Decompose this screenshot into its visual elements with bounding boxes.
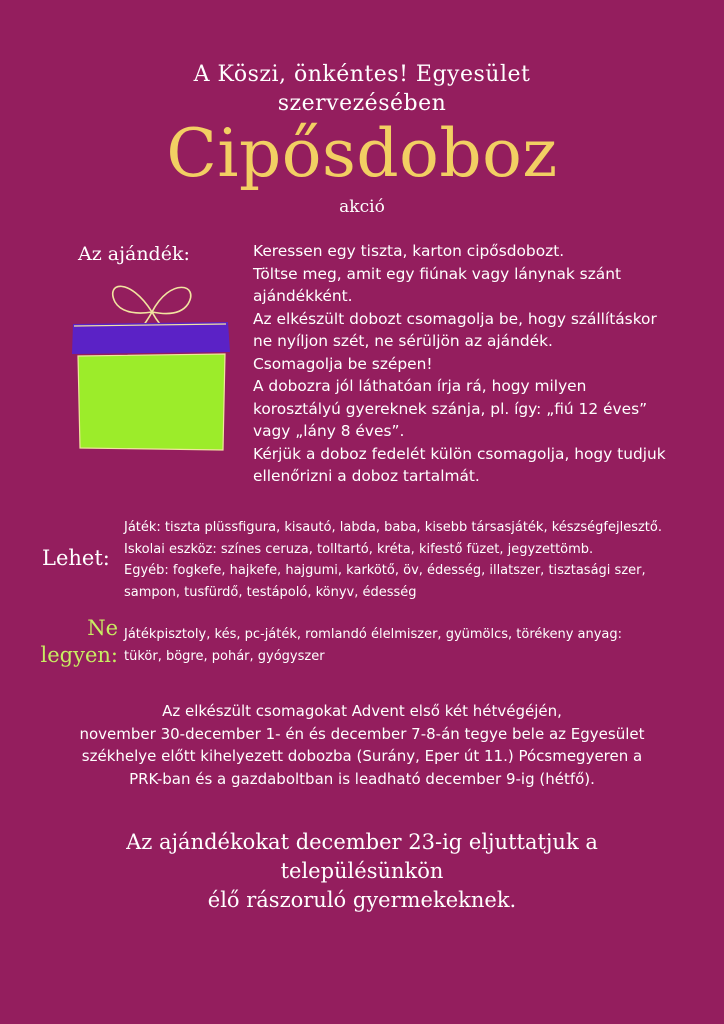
instruction-line: Kérjük a doboz fedelét külön csomagolja, hogy tudjuk [253,444,666,463]
delivery-line: PRK-ban és a gazdaboltban is leadható december 9-ig (hétfő). [129,769,595,788]
gift-section-label: Az ajándék: [78,243,190,265]
organizer-line: szervezésében [277,91,447,116]
instruction-line: ne nyíljon szét, ne sérüljön az ajándék. [253,332,553,350]
delivery-line: székhelye előtt kihelyezett dobozba (Surány, Eper út 11.) Pócsmegyeren a [81,747,643,765]
forbidden-label-line: legyen: [40,643,118,667]
instruction-line: ajándékként. [253,287,353,305]
delivery-line: Az elkészült csomagokat Advent első két hétvégéjén, [162,702,562,720]
allowed-line: Iskolai eszköz: színes ceruza, tolltartó, kréta, kifestő füzet, jegyzettömb. [124,541,594,557]
instruction-line: vagy „lány 8 éves”. [253,422,405,440]
closing-line: élő rászoruló gyermekeknek. [207,888,517,912]
allowed-line: Játék: tiszta plüssfigura, kisautó, labda, baba, kisebb társasjáték, készségfejlesztő. [124,520,662,535]
closing-line: településünkön [280,859,444,883]
forbidden-section-label [30,615,118,669]
closing-message [40,828,684,915]
instruction-line: ellenőrizni a doboz tartalmát. [253,467,480,485]
delivery-line: november 30-december 1- én és december 7-8-án tegye bele az Egyesület [79,724,645,743]
allowed-section-label: Lehet: [42,546,110,570]
forbidden-label-line: Ne [87,616,118,640]
page-subtitle: akció [339,197,385,217]
instruction-line: Csomagolja be szépen! [253,354,433,373]
organizer-text [0,60,724,118]
instruction-line: Keressen egy tiszta, karton cipősdobozt. [253,242,565,260]
forbidden-line: tükör, bögre, pohár, gyógyszer [124,648,325,664]
gift-instructions [253,240,708,488]
instruction-line: korosztályú gyereknek szánja, pl. így: „fiú 12 éves” [253,399,648,418]
gift-box-icon [60,272,240,457]
instruction-line: Töltse meg, amit egy fiúnak vagy lánynak szánt [253,264,621,283]
allowed-items [124,517,714,603]
page-title: Cipősdoboz [166,115,558,192]
forbidden-line: Játékpisztoly, kés, pc-játék, romlandó élelmiszer, gyümölcs, törékeny anyag: [124,627,623,642]
instruction-line: A dobozra jól láthatóan írja rá, hogy milyen [253,377,587,395]
instruction-line: Az elkészült dobozt csomagolja be, hogy szállításkor [253,309,657,328]
allowed-line: Egyéb: fogkefe, hajkefe, hajgumi, karkötő, öv, édesség, illatszer, tisztasági szer, [124,563,646,578]
delivery-info [40,700,684,790]
organizer-line: A Köszi, önkéntes! Egyesület [193,62,531,87]
closing-line: Az ajándékokat december 23-ig eljuttatjuk a [126,830,598,854]
forbidden-items [124,624,684,667]
allowed-line: sampon, tusfürdő, testápoló, könyv, édesség [124,584,417,600]
